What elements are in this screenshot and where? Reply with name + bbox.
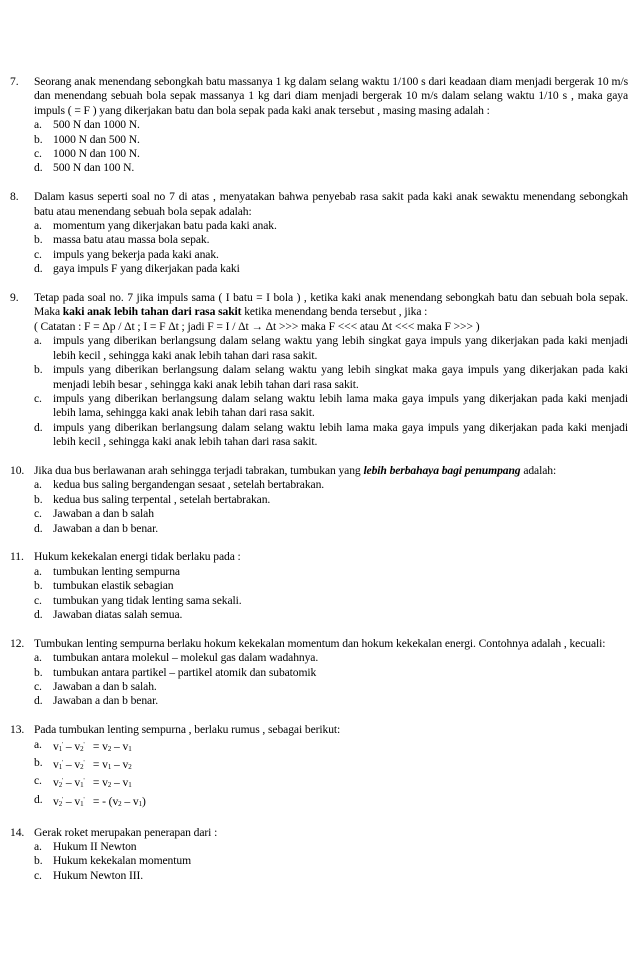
option-text: impuls yang diberikan berlangsung dalam selang waktu yang lebih singkat maka gaya impuls yang dikerjakan pada kaki menjadi lebih besar , sehingga kaki anak lebih tahan dari rasa sakit. [53, 363, 628, 391]
option-letter: d. [34, 420, 43, 434]
option-d [34, 262, 628, 276]
option-c [34, 594, 628, 608]
option-text: Hukum Newton III. [53, 868, 144, 882]
question-number: 9. [10, 291, 19, 305]
option-b [34, 133, 628, 147]
option-letter: d. [34, 262, 43, 276]
option-text: Jawaban a dan b salah [53, 507, 154, 521]
option-letter: b. [34, 492, 43, 506]
question-number: 11. [10, 550, 24, 564]
question-text [34, 291, 628, 320]
question-text-part: ketika menendang benda tersebut , jika : [241, 305, 428, 319]
option-d [34, 608, 628, 622]
option-text: Jawaban diatas salah semua. [53, 607, 183, 621]
option-d [34, 421, 628, 450]
option-text: Jawaban a dan b salah. [53, 679, 157, 693]
question-number: 13. [10, 723, 25, 737]
option-letter: b. [34, 132, 43, 146]
option-a [34, 478, 628, 492]
option-a [34, 219, 628, 233]
option-d [34, 522, 628, 536]
question-11 [10, 550, 628, 622]
option-letter: b. [34, 665, 43, 679]
question-emphasis: lebih berbahaya bagi penumpang [363, 463, 521, 477]
question-text [34, 464, 628, 478]
option-text: impuls yang diberikan berlangsung dalam selang waktu lebih lama maka gaya impuls yang dikerjakan pada kaki menjadi lebih lama, sehingga kaki anak lebih tahan dari rasa sakit. [53, 391, 628, 420]
option-letter: c. [34, 391, 42, 405]
option-b [34, 363, 628, 392]
option-text: kedua bus saling terpental , setelah bertabrakan. [53, 492, 271, 506]
question-text: Dalam kasus seperti soal no 7 di atas , menyatakan bahwa penyebab rasa sakit pada kaki anak sewaktu menendang sebongkah batu atau menendang sebuah bola sepak adalah: [34, 190, 628, 218]
question-9 [10, 291, 628, 449]
option-letter: c. [34, 774, 42, 788]
option-text: tumbukan elastik sebagian [53, 579, 174, 593]
option-c [34, 147, 628, 161]
option-a [34, 565, 628, 579]
question-number: 7. [10, 75, 19, 88]
question-text: Tumbukan lenting sempurna berlaku hokum kekekalan momentum dan hokum kekekalan energi. Contohnya adalah , kecuali: [34, 636, 606, 650]
option-letter: d. [34, 161, 43, 175]
question-number: 12. [10, 636, 25, 650]
question-14 [10, 826, 628, 884]
option-a [34, 651, 628, 665]
option-text: kedua bus saling bergandengan sesaat , setelah bertabrakan. [53, 478, 325, 492]
question-number: 10. [10, 463, 25, 477]
option-letter: b. [34, 233, 43, 247]
option-letter: a. [34, 651, 42, 665]
option-letter: a. [34, 564, 42, 578]
question-text: Gerak roket merupakan penerapan dari : [34, 825, 218, 839]
formula-option-b [34, 756, 628, 774]
option-letter: a. [34, 118, 42, 132]
option-letter: c. [34, 507, 42, 521]
option-b [34, 493, 628, 507]
option-letter: a. [34, 840, 42, 854]
option-letter: d. [34, 694, 43, 708]
option-c [34, 248, 628, 262]
option-letter: a. [34, 219, 42, 233]
option-a [34, 118, 628, 132]
question-text-part: Jika dua bus berlawanan arah sehingga terjadi tabrakan, tumbukan yang [34, 463, 364, 477]
formula: v1' – v2' = v1 – v2 [53, 758, 132, 771]
option-b [34, 233, 628, 247]
option-letter: d. [34, 607, 43, 621]
option-letter: c. [34, 679, 42, 693]
question-text-part: Tetap pada soal no. 7 jika impuls sama ( I batu = I bola ) , ketika kaki anak menendang sebongkah batu dan sebuah bola sepak. Maka [34, 291, 628, 319]
option-letter: b. [34, 363, 43, 377]
question-text: Pada tumbukan lenting sempurna , berlaku rumus , sebagai berikut: [34, 723, 341, 737]
document-page [10, 75, 628, 898]
question-note: ( Catatan : F = Δp / Δt ; I = F Δt ; jadi F = I / Δt → Δt >>> maka F <<< atau Δt <<< maka F >>> ) [34, 319, 480, 333]
option-a [34, 840, 628, 854]
formula: v2' – v1' = v2 – v1 [53, 776, 132, 790]
option-c [34, 392, 628, 421]
question-10 [10, 464, 628, 536]
option-b [34, 579, 628, 593]
option-d [34, 694, 628, 708]
option-text: impuls yang diberikan berlangsung dalam selang waktu yang lebih singkat gaya impuls yang dikerjakan pada kaki menjadi lebih kecil , sehingga kaki anak lebih tahan dari rasa sakit. [53, 334, 628, 362]
question-12 [10, 637, 628, 709]
formula-option-c [34, 774, 628, 792]
option-text: impuls yang bekerja pada kaki anak. [53, 247, 219, 261]
option-text: Hukum kekekalan momentum [53, 854, 191, 868]
question-number: 8. [10, 190, 19, 204]
option-text: impuls yang diberikan berlangsung dalam selang waktu lebih lama maka gaya impuls yang dikerjakan pada kaki menjadi lebih kecil , sehingga kaki anak lebih tahan dari rasa sakit. [53, 420, 628, 449]
option-text: massa batu atau massa bola sepak. [53, 233, 210, 247]
option-c [34, 507, 628, 521]
option-text: tumbukan yang tidak lenting sama sekali. [53, 593, 242, 607]
option-letter: a. [34, 334, 42, 348]
option-letter: c. [34, 247, 42, 261]
option-letter: b. [34, 756, 43, 769]
formula: v2' – v1' = - (v2 – v1) [53, 794, 146, 808]
option-b [34, 854, 628, 868]
question-number: 14. [10, 825, 25, 839]
question-emphasis: kaki anak lebih tahan dari rasa sakit [62, 305, 242, 319]
option-text: 1000 N dan 500 N. [53, 132, 140, 146]
question-7 [10, 75, 628, 176]
question-8 [10, 190, 628, 276]
question-text: Seorang anak menendang sebongkah batu massanya 1 kg dalam selang waktu 1/100 s dari keadaan diam menjadi bergerak 10 m/s dan menendang sebuah bola sepak massanya 1 kg dari diam menjadi bergerak 10 m/s dalam selang waktu 1/10 s , maka gaya impuls ( = F ) yang dikerjakan batu dan bola sepak pada kaki anak tersebut , masing masing adalah : [34, 75, 628, 117]
formula-option-d [34, 793, 628, 811]
question-text: Hukum kekekalan energi tidak berlaku pada : [34, 550, 241, 564]
option-text: Jawaban a dan b benar. [53, 694, 158, 708]
formula-option-a [34, 738, 628, 756]
option-c [34, 680, 628, 694]
option-letter: b. [34, 579, 43, 593]
option-c [34, 869, 628, 883]
option-text: 500 N dan 1000 N. [53, 118, 140, 132]
option-text: Hukum II Newton [53, 840, 137, 854]
option-letter: a. [34, 478, 42, 492]
option-letter: d. [34, 521, 43, 535]
question-13 [10, 723, 628, 811]
option-letter: c. [34, 868, 42, 882]
option-b [34, 666, 628, 680]
option-text: 500 N dan 100 N. [53, 161, 135, 175]
option-text: momentum yang dikerjakan batu pada kaki anak. [53, 219, 277, 233]
option-letter: d. [34, 792, 43, 806]
option-letter: c. [34, 147, 42, 161]
question-text-part: adalah: [520, 463, 557, 477]
option-text: gaya impuls F yang dikerjakan pada kaki [53, 262, 240, 276]
option-text: tumbukan lenting sempurna [53, 564, 180, 578]
option-letter: c. [34, 593, 42, 607]
option-letter: a. [34, 737, 42, 751]
option-d [34, 161, 628, 175]
option-letter: b. [34, 854, 43, 868]
formula: v1' – v2' = v2 – v1 [53, 739, 132, 753]
option-text: tumbukan antara partikel – partikel atomik dan subatomik [53, 665, 317, 679]
option-text: Jawaban a dan b benar. [53, 521, 158, 535]
option-text: tumbukan antara molekul – molekul gas dalam wadahnya. [53, 651, 319, 665]
option-a [34, 334, 628, 363]
option-text: 1000 N dan 100 N. [53, 147, 140, 161]
